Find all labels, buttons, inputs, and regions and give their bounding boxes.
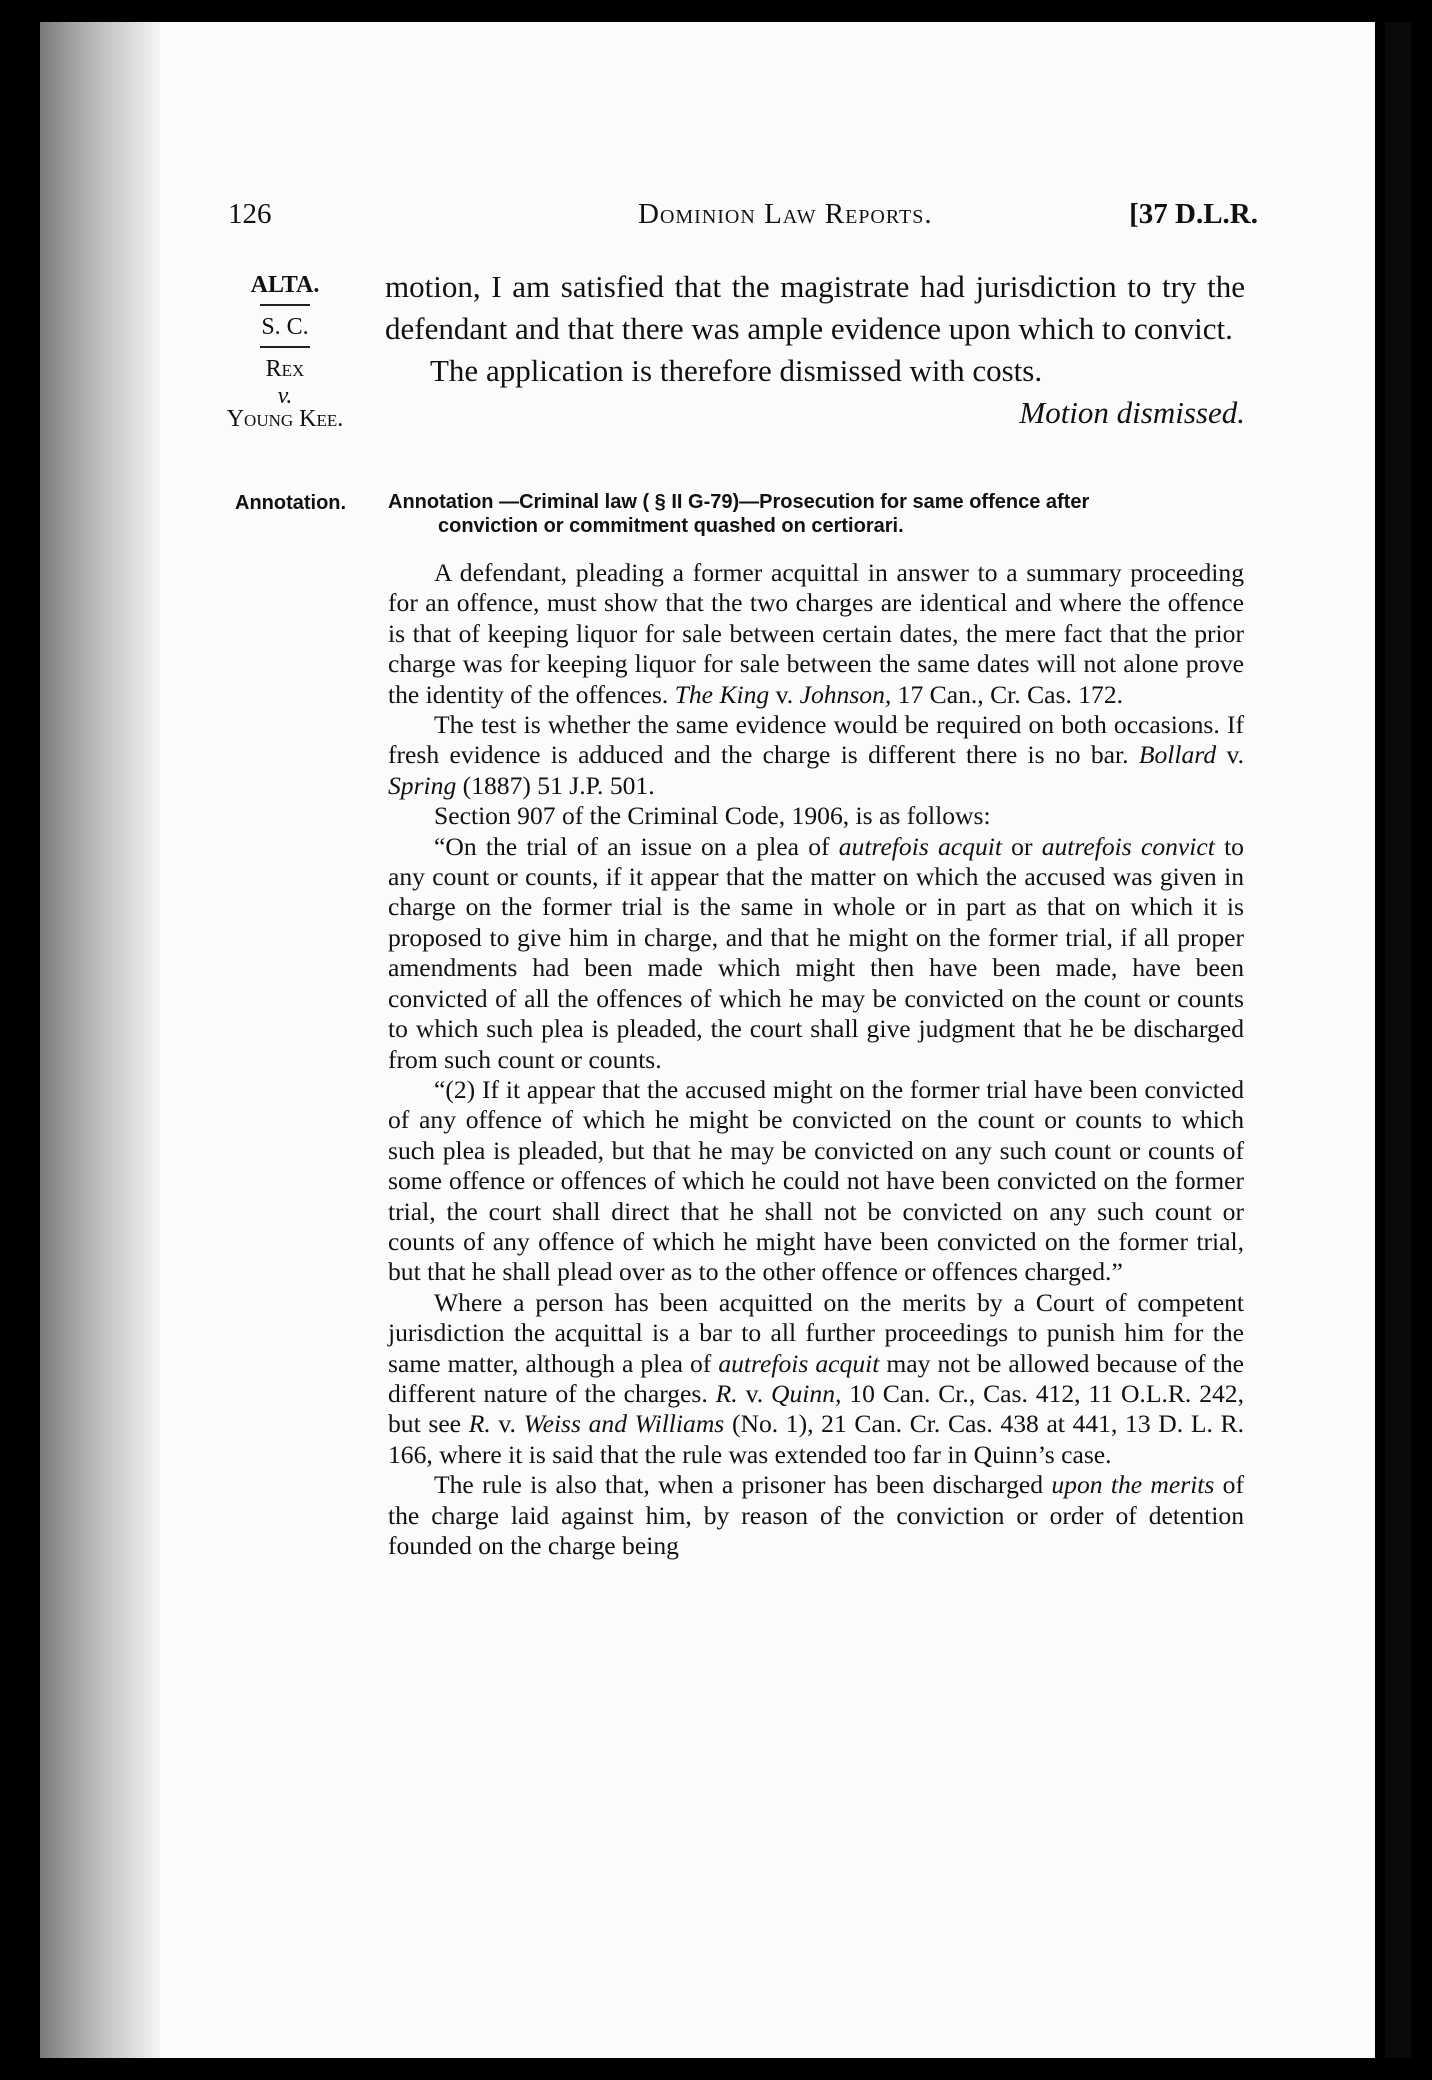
text: The rule is also that, when a prisoner has been discharged [434,1470,1052,1500]
case-name: R. [715,1378,738,1408]
paragraph [388,1288,1244,1470]
text: The test is whether the same evidence would be required on both occasions. If fresh evidence is adduced and the charge is different there is no bar. [388,710,1244,770]
scan-border [1385,22,1411,2058]
annotation-margin-label: Annotation. [235,492,347,514]
case-name: Johnson, [799,679,892,709]
quoted-section: “(2) If it appear that the accused might on the former trial have been convicted of any offence of which he might be convicted on the count or counts to which such plea is pleaded, but that he may be convicted on any such count or counts of some offence or offences of which he could not have been convicted on the former trial, the court shall direct that he shall not be convicted on any such count or counts of any offence of which he might have been convicted on the former trial, but that he shall plead over as to the other offence or offences charged.” [388,1074,1244,1287]
opening-paragraph: The application is therefore dismissed with costs. [430,353,1043,388]
case-party-1: Rex [265,356,305,382]
opening-paragraph: motion, I am satisfied that the magistrate had jurisdiction to try the defendant and that there was ample evidence upon which to convict. [385,269,1245,346]
text: to any count or counts, if it appear that the matter on which the accused was given in charge on the former trial is the same in whole or in part as that on which it is proposed to give him in charge, and that he might on the former trial, if all proper amendments had been made which might then have been made, have been convicted of all the offences of which he may be convicted on the count or counts to which such plea is pleaded, the court shall give judgment that he be discharged from such count or counts. [388,831,1244,1074]
journal-title: Dominion Law Reports. [638,198,933,230]
paragraph: Section 907 of the Criminal Code, 1906, is as follows: [434,801,991,831]
case-name: Quinn, [771,1378,842,1408]
text: v. [490,1409,524,1439]
text: v. [769,679,800,709]
text: 10 Can. Cr., Cas. 412, 11 O.L.R. 242, but see [388,1378,1244,1439]
running-head [228,198,1258,238]
court-province: ALTA. [250,272,320,298]
paragraph [388,710,1244,801]
case-name: The King [674,679,770,709]
text: “On the trial of an issue on a plea of [434,831,839,861]
text: or [1001,831,1042,861]
text: of the charge laid against him, by reason of the conviction or order of detention founded on the charge being [388,1470,1245,1560]
volume-reference: [37 D.L.R. [1129,198,1258,230]
text: A defendant, pleading a former acquittal in answer to a summary proceeding for an offence, must show that the two charges are identical and where the offence is that of keeping liquor for sale between certain dates, the mere fact that the prior charge was for keeping liquor for sale between the same dates will not alone prove the identity of the offences. [388,558,1244,709]
legal-term: autrefois acquit [718,1348,880,1378]
case-name: Weiss and Williams [523,1409,725,1439]
paragraph [388,1470,1244,1561]
paragraph [388,558,1244,710]
court-name: S. C. [261,314,309,340]
margin-rule [260,346,310,348]
quoted-section [388,832,1244,1075]
margin-notes [210,268,360,432]
annotation-heading [388,490,1248,538]
text: v. [737,1378,771,1408]
case-versus: v. [277,383,293,409]
page-number: 126 [228,198,272,230]
text: Where a person has been acquitted on the merits by a Court of competent jurisdiction the acquittal is a bar to all further proceedings to punish him for the same matter, although a plea of [388,1287,1244,1378]
legal-term: upon the merits [1051,1470,1215,1500]
case-name: Spring [388,770,457,800]
opening-text [385,266,1245,434]
case-name: R. [468,1409,491,1439]
disposition: Motion dismissed. [1019,395,1245,430]
text: 17 Can., Cr. Cas. 172. [891,679,1124,709]
case-party-2: Young Kee. [226,406,344,432]
annotation-body [388,558,1244,1561]
text: may not be allowed because of the different nature of the charges. [388,1348,1244,1408]
legal-term: autrefois convict [1041,831,1215,861]
margin-rule [260,304,310,306]
case-name: Bollard [1138,740,1217,770]
page-edge-shadow [40,22,160,2058]
text: (1887) 51 J.P. 501. [456,770,655,800]
annotation-heading-line: Annotation —Criminal law ( § II G-79)—Prosecution for same offence after [388,491,1090,513]
annotation-heading-line: conviction or commitment quashed on certiorari. [438,515,904,537]
legal-term: autrefois acquit [838,831,1002,861]
text: (No. 1), 21 Can. Cr. Cas. 438 at 441, 13 D. L. R. 166, where it is said that the rule was extended too far in Quinn’s case. [388,1409,1244,1469]
text: v. [1216,740,1244,770]
